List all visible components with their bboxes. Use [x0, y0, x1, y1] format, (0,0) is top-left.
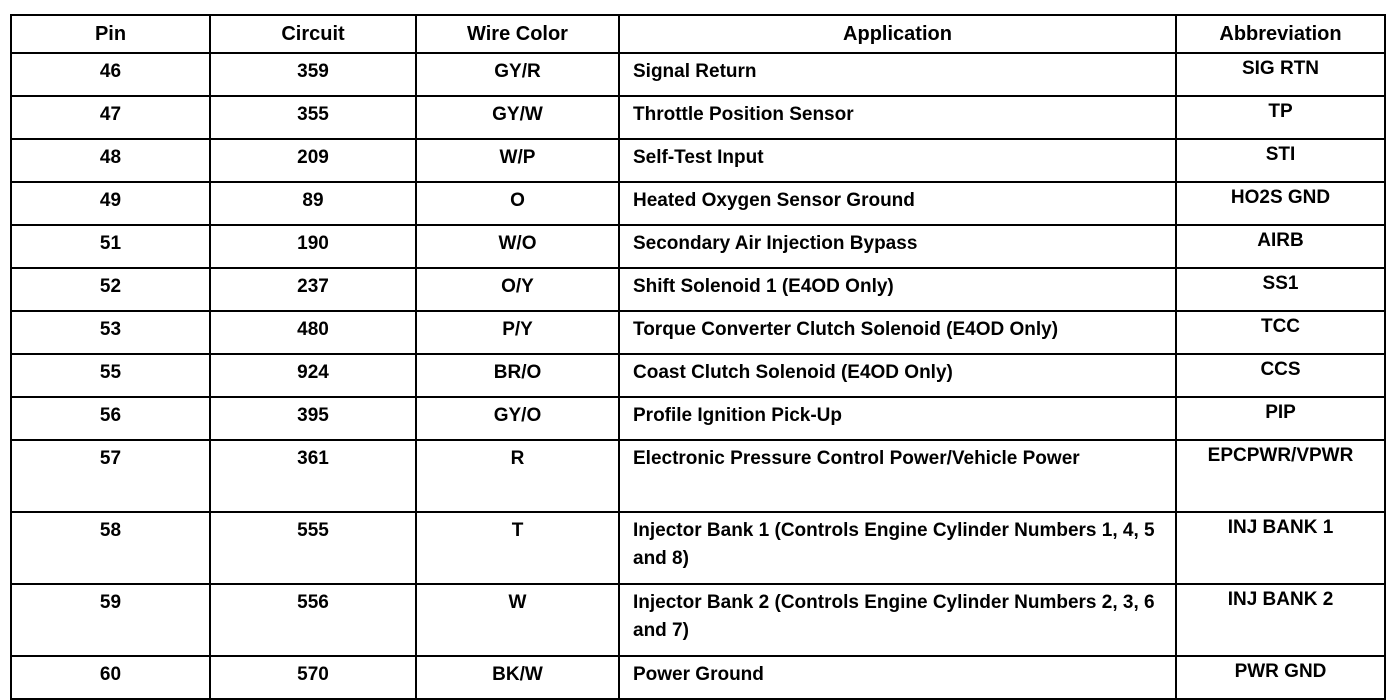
table-row [11, 268, 1385, 311]
pin-cell: 59 [11, 584, 210, 656]
header-application: Application [619, 15, 1176, 53]
pin-cell: 51 [11, 225, 210, 268]
application-cell: Signal Return [619, 53, 1176, 96]
wire-color-cell: GY/R [416, 53, 619, 96]
abbreviation-cell: TCC [1176, 311, 1385, 354]
wire-color-cell: W/P [416, 139, 619, 182]
table-body [11, 53, 1385, 699]
header-circuit: Circuit [210, 15, 416, 53]
circuit-cell: 237 [210, 268, 416, 311]
abbreviation-cell: EPCPWR/VPWR [1176, 440, 1385, 512]
wire-color-cell: T [416, 512, 619, 584]
table-row [11, 311, 1385, 354]
abbreviation-cell: PIP [1176, 397, 1385, 440]
circuit-cell: 555 [210, 512, 416, 584]
circuit-cell: 209 [210, 139, 416, 182]
pin-chart-document [10, 14, 1384, 700]
table-row [11, 397, 1385, 440]
wire-color-cell: R [416, 440, 619, 512]
application-cell: Secondary Air Injection Bypass [619, 225, 1176, 268]
abbreviation-cell: STI [1176, 139, 1385, 182]
wire-color-cell: W/O [416, 225, 619, 268]
circuit-cell: 395 [210, 397, 416, 440]
wire-color-cell: BR/O [416, 354, 619, 397]
wire-color-cell: BK/W [416, 656, 619, 699]
wire-color-cell: W [416, 584, 619, 656]
table-row [11, 53, 1385, 96]
application-cell: Throttle Position Sensor [619, 96, 1176, 139]
wire-color-cell: O/Y [416, 268, 619, 311]
wire-color-cell: GY/W [416, 96, 619, 139]
pin-cell: 46 [11, 53, 210, 96]
table-row [11, 182, 1385, 225]
circuit-cell: 480 [210, 311, 416, 354]
table-row [11, 584, 1385, 656]
table-row [11, 96, 1385, 139]
application-cell: Power Ground [619, 656, 1176, 699]
pin-cell: 56 [11, 397, 210, 440]
circuit-cell: 89 [210, 182, 416, 225]
application-cell: Injector Bank 1 (Controls Engine Cylinder Numbers 1, 4, 5 and 8) [619, 512, 1176, 584]
table-row [11, 139, 1385, 182]
abbreviation-cell: CCS [1176, 354, 1385, 397]
application-cell: Profile Ignition Pick-Up [619, 397, 1176, 440]
application-cell: Heated Oxygen Sensor Ground [619, 182, 1176, 225]
application-cell: Injector Bank 2 (Controls Engine Cylinder Numbers 2, 3, 6 and 7) [619, 584, 1176, 656]
application-cell: Coast Clutch Solenoid (E4OD Only) [619, 354, 1176, 397]
pin-table [10, 14, 1386, 700]
pin-cell: 47 [11, 96, 210, 139]
pin-cell: 58 [11, 512, 210, 584]
abbreviation-cell: PWR GND [1176, 656, 1385, 699]
abbreviation-cell: HO2S GND [1176, 182, 1385, 225]
pin-cell: 53 [11, 311, 210, 354]
pin-cell: 55 [11, 354, 210, 397]
table-row [11, 440, 1385, 512]
circuit-cell: 355 [210, 96, 416, 139]
circuit-cell: 570 [210, 656, 416, 699]
header-pin: Pin [11, 15, 210, 53]
abbreviation-cell: SIG RTN [1176, 53, 1385, 96]
abbreviation-cell: AIRB [1176, 225, 1385, 268]
abbreviation-cell: TP [1176, 96, 1385, 139]
wire-color-cell: GY/O [416, 397, 619, 440]
abbreviation-cell: SS1 [1176, 268, 1385, 311]
pin-cell: 48 [11, 139, 210, 182]
pin-cell: 49 [11, 182, 210, 225]
table-row [11, 225, 1385, 268]
circuit-cell: 556 [210, 584, 416, 656]
application-cell: Shift Solenoid 1 (E4OD Only) [619, 268, 1176, 311]
wire-color-cell: O [416, 182, 619, 225]
circuit-cell: 924 [210, 354, 416, 397]
application-cell: Self-Test Input [619, 139, 1176, 182]
pin-cell: 60 [11, 656, 210, 699]
header-wire-color: Wire Color [416, 15, 619, 53]
table-row [11, 354, 1385, 397]
circuit-cell: 361 [210, 440, 416, 512]
abbreviation-cell: INJ BANK 1 [1176, 512, 1385, 584]
header-abbreviation: Abbreviation [1176, 15, 1385, 53]
table-row [11, 656, 1385, 699]
circuit-cell: 359 [210, 53, 416, 96]
circuit-cell: 190 [210, 225, 416, 268]
pin-cell: 52 [11, 268, 210, 311]
application-cell: Electronic Pressure Control Power/Vehicle Power [619, 440, 1176, 512]
abbreviation-cell: INJ BANK 2 [1176, 584, 1385, 656]
table-row [11, 512, 1385, 584]
header-row [11, 15, 1385, 53]
wire-color-cell: P/Y [416, 311, 619, 354]
application-cell: Torque Converter Clutch Solenoid (E4OD Only) [619, 311, 1176, 354]
pin-cell: 57 [11, 440, 210, 512]
